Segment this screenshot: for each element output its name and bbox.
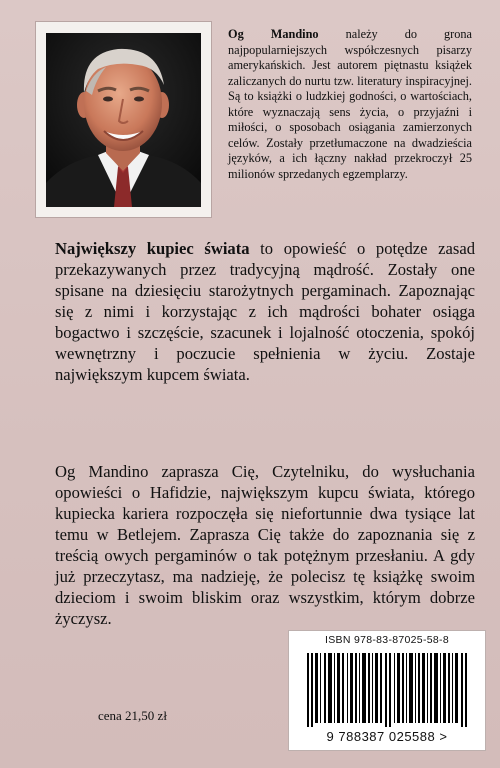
author-photo bbox=[46, 33, 201, 207]
barcode-box bbox=[289, 631, 485, 750]
description-paragraph-1 bbox=[55, 238, 475, 385]
barcode-number: 9 788387 025588 > bbox=[326, 729, 448, 744]
price-label: cena 21,50 zł bbox=[98, 708, 167, 723]
author-photo-frame bbox=[36, 22, 211, 217]
description-paragraph-1-text: to opowieść o potędze zasad przekazywanych przez tradycyjną mądrość. Zostały one spisane na dziesięciu starożytnych pergaminach. Zapoznając się z nimi i korzystając z ich mądrości bohater osiąga bogactwo i szczęście, szacunek i lojalność otoczenia, spokój wewnętrzny i poczucie spełnienia w życiu. Zostaje największym kupcem świata. bbox=[55, 239, 475, 384]
author-name: Og Mandino bbox=[228, 27, 319, 41]
description-paragraph-2: Og Mandino zaprasza Cię, Czytelniku, do wysłuchania opowieści o Hafidzie, największym kupcu świata, którego kupiecka kariera rozpoczęła się niefortunnie dwa tysiące lat temu w Betlejem. Zaprasza Cię także do zapoznania się z treścią owych pergaminów o tak potężnym przesłaniu. A gdy już przeczytasz, ma nadzieję, że polecisz tę książkę swoim dzieciom i swoim bliskim oraz wszystkim, którym dobrze życzysz. bbox=[55, 462, 475, 628]
author-bio bbox=[228, 27, 472, 182]
author-bio-text: należy do grona najpopularniejszych współczesnych pisarzy amerykańskich. Jest autorem piętnastu książek zaliczanych do nurtu tzw. literatury inspiracyjnej. Są to książki o ludzkiej godności, o wartościach, które wyznaczają sens życia, o przyjaźni i miłości, o sposobach osiągania zamierzonych celów. Zostały przetłumaczone na dwadzieścia języków, a ich łączny nakład przekroczył 25 milionów sprzedanych egzemplarzy. bbox=[228, 27, 473, 181]
isbn-label: ISBN 978-83-87025-58-8 bbox=[325, 634, 449, 646]
barcode-icon bbox=[301, 653, 473, 727]
book-title: Największy kupiec świata bbox=[55, 239, 250, 258]
